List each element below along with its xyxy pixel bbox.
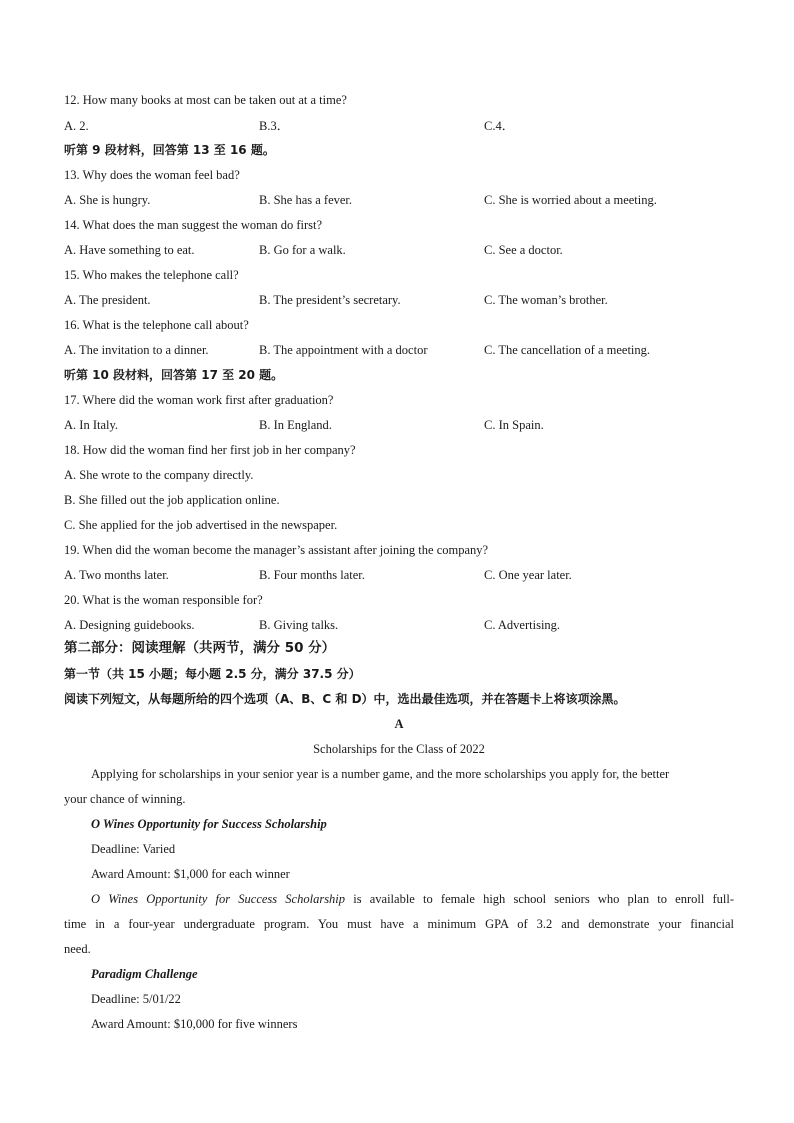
option-20-b: B. Giving talks. — [259, 618, 339, 632]
option-14-b: B. Go for a walk. — [259, 243, 346, 257]
question-14: 14. What does the man suggest the woman do first? — [64, 218, 323, 232]
option-17-c: C. In Spain. — [484, 418, 544, 432]
option-17-b: B. In England. — [259, 418, 332, 432]
scholarship-1-desc-line-3: need. — [64, 942, 91, 956]
passage-title: Scholarships for the Class of 2022 — [313, 742, 485, 756]
scholarship-1-desc-line-1 — [91, 891, 734, 907]
option-13-a: A. She is hungry. — [64, 193, 151, 207]
question-15: 15. Who makes the telephone call? — [64, 268, 239, 282]
question-13: 13. Why does the woman feel bad? — [64, 168, 240, 182]
option-20-c: C. Advertising. — [484, 618, 561, 632]
part-2-title: 第二部分：阅读理解（共两节，满分 50 分） — [64, 640, 336, 656]
option-13-c: C. She is worried about a meeting. — [484, 193, 657, 207]
scholarship-1-desc-rest: is available to female high school seniors who plan to enroll full- — [345, 892, 734, 906]
question-19: 19. When did the woman become the manager’s assistant after joining the company? — [64, 543, 489, 557]
scholarship-1-desc-line-2: time in a four-year undergraduate program. You must have a minimum GPA of 3.2 and demonstrate your financial — [64, 917, 734, 931]
question-17: 17. Where did the woman work first after graduation? — [64, 393, 334, 407]
scholarship-1-deadline: Deadline: Varied — [91, 842, 176, 856]
option-20-a: A. Designing guidebooks. — [64, 618, 195, 632]
option-16-a: A. The invitation to a dinner. — [64, 343, 209, 357]
section-10-heading: 听第 10 段材料，回答第 17 至 20 题。 — [64, 368, 284, 382]
option-19-a: A. Two months later. — [64, 568, 169, 582]
scholarship-1-desc-name: O Wines Opportunity for Success Scholarship — [91, 892, 346, 906]
option-17-a: A. In Italy. — [64, 418, 119, 432]
passage-intro-line-2: your chance of winning. — [64, 792, 186, 806]
option-18-c: C. She applied for the job advertised in the newspaper. — [64, 518, 338, 532]
option-15-c: C. The woman’s brother. — [484, 293, 608, 307]
option-19-b: B. Four months later. — [259, 568, 365, 582]
option-18-a: A. She wrote to the company directly. — [64, 468, 254, 482]
question-12: 12. How many books at most can be taken out at a time? — [64, 93, 347, 107]
option-16-c: C. The cancellation of a meeting. — [484, 343, 651, 357]
part-2-section-1: 第一节（共 15 小题；每小题 2.5 分，满分 37.5 分） — [64, 667, 361, 681]
scholarship-1-award: Award Amount: $1,000 for each winner — [91, 867, 290, 881]
part-2-instruction: 阅读下列短文，从每题所给的四个选项（A、B、C 和 D）中，选出最佳选项，并在答题卡上将该项涂黑。 — [64, 692, 626, 706]
option-14-c: C. See a doctor. — [484, 243, 563, 257]
scholarship-1-name: O Wines Opportunity for Success Scholarship — [91, 817, 327, 831]
passage-letter: A — [394, 717, 404, 731]
option-16-b: B. The appointment with a doctor — [259, 343, 428, 357]
section-9-heading: 听第 9 段材料，回答第 13 至 16 题。 — [64, 143, 275, 157]
scholarship-2-award: Award Amount: $10,000 for five winners — [91, 1017, 298, 1031]
question-18: 18. How did the woman find her first job in her company? — [64, 443, 356, 457]
question-20: 20. What is the woman responsible for? — [64, 593, 263, 607]
option-12-a: A. 2. — [64, 119, 89, 133]
option-12-c: C.4． — [484, 119, 515, 133]
option-12-b: B.3． — [259, 119, 290, 133]
option-15-b: B. The president’s secretary. — [259, 293, 401, 307]
passage-intro-line-1: Applying for scholarships in your senior year is a number game, and the more scholarships you apply for, the better — [91, 767, 670, 781]
option-14-a: A. Have something to eat. — [64, 243, 195, 257]
question-16: 16. What is the telephone call about? — [64, 318, 249, 332]
scholarship-2-name: Paradigm Challenge — [91, 967, 198, 981]
option-15-a: A. The president. — [64, 293, 151, 307]
scholarship-2-deadline: Deadline: 5/01/22 — [91, 992, 181, 1006]
option-19-c: C. One year later. — [484, 568, 572, 582]
option-13-b: B. She has a fever. — [259, 193, 353, 207]
option-18-b: B. She filled out the job application online. — [64, 493, 280, 507]
